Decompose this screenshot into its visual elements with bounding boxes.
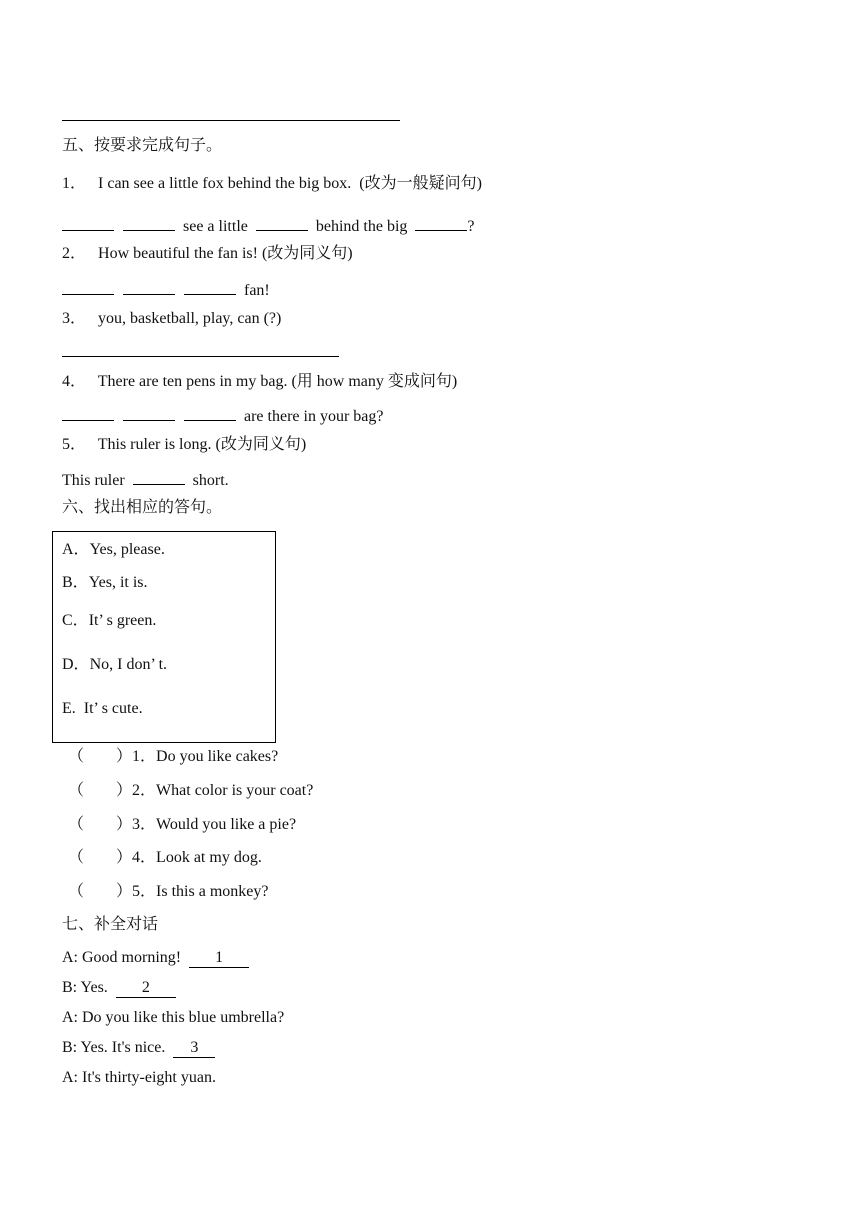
answer-text: This ruler [62,472,125,489]
answer-blank[interactable] [133,468,185,485]
item-number: 5． [62,436,87,453]
answer-text: behind the big [315,218,408,235]
answer-text: fan! [244,282,270,299]
answer-blank[interactable] [62,214,114,231]
option-b: B．Yes, it is. [62,574,148,591]
answer-blank[interactable] [123,404,175,421]
answer-blank[interactable] [62,404,114,421]
dialog-line-5: A: It's thirty-eight yuan. [62,1069,216,1086]
option-e: E. It’ s cute. [62,700,143,717]
item-text: How beautiful the fan is! (改为同义句) [98,245,353,262]
item-number: 4． [62,373,87,390]
s5-answer-4 [62,404,383,427]
s5-item-3 [62,309,281,329]
section7-title: 七、补全对话 [62,916,159,933]
section5-title: 五、按要求完成句子。 [62,137,223,154]
answer-text: see a little [183,218,248,235]
option-c: C．It’ s green. [62,612,157,629]
dialog-blank[interactable]: 3 [173,1039,215,1058]
question-1: （ ）1．Do you like cakes? [68,748,279,765]
dialog-line-4: B: Yes. It's nice. 3 [62,1038,215,1058]
s5-answer-2 [62,278,270,301]
answer-text: ? [467,218,475,235]
s5-item-1 [62,174,482,194]
item-text: There are ten pens in my bag. (用 how many 变成问句) [97,373,458,390]
item-number: 3． [62,310,87,327]
answer-text: are there in your bag? [244,408,384,425]
question-5: （ ）5．Is this a monkey? [68,883,269,900]
top-answer-line [62,120,400,121]
item-number: 2． [62,245,87,262]
question-2: （ ）2．What color is your coat? [68,782,314,799]
option-d: D．No, I don’ t. [62,656,168,673]
question-4: （ ）4．Look at my dog. [68,849,262,866]
s5-item-2 [62,244,353,264]
item-text: I can see a little fox behind the big box. (改为一般疑问句) [98,175,482,192]
answer-blank[interactable] [415,214,467,231]
s5-item-4 [62,372,457,392]
answer-blank[interactable] [123,278,175,295]
answer-text: short. [192,472,229,489]
question-3: （ ）3．Would you like a pie? [68,816,297,833]
answer-blank[interactable] [256,214,308,231]
answer-blank[interactable] [184,404,236,421]
dialog-blank[interactable]: 2 [116,979,176,998]
answer-line[interactable] [62,356,339,357]
s5-answer-5 [62,468,229,491]
s5-item-5 [62,435,306,455]
answer-blank[interactable] [184,278,236,295]
answer-blank[interactable] [123,214,175,231]
section6-title: 六、找出相应的答句。 [62,499,223,516]
dialog-line-2: B: Yes. 2 [62,978,176,998]
option-a: A．Yes, please. [62,541,165,558]
dialog-line-1: A: Good morning! 1 [62,948,249,968]
item-text: This ruler is long. (改为同义句) [97,436,307,453]
dialog-blank[interactable]: 1 [189,949,249,968]
dialog-line-3: A: Do you like this blue umbrella? [62,1009,285,1026]
answer-blank[interactable] [62,278,114,295]
item-number: 1． [62,175,87,192]
item-text: you, basketball, play, can (?) [98,310,282,327]
s5-answer-1 [62,214,475,237]
